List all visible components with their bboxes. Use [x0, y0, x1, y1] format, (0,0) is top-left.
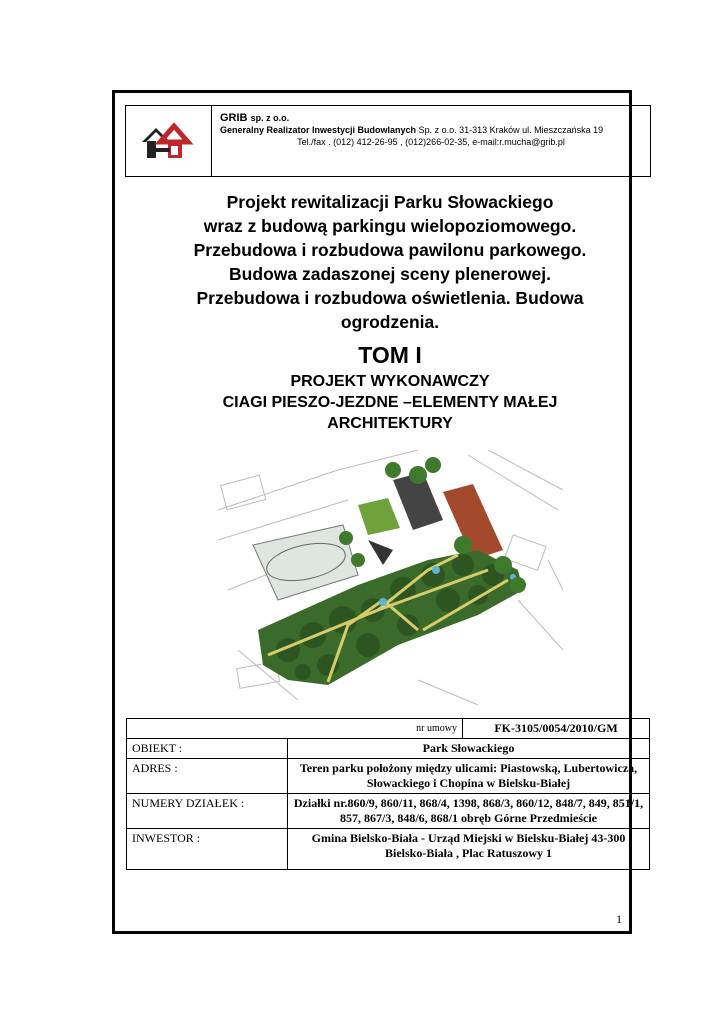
- row-value: Gmina Bielsko-Biała - Urząd Miejski w Bielsku-Białej 43-300 Bielsko-Biała , Plac Ratuszowy 1: [288, 829, 650, 870]
- title-line: Przebudowa i rozbudowa oświetlenia. Budowa: [196, 288, 584, 308]
- company-contact: Tel./fax . (012) 412-26-95 , (012)266-02-35, e-mail:r.mucha@grib.pl: [297, 137, 565, 147]
- title-line: Przebudowa i rozbudowa pawilonu parkowego.: [193, 240, 587, 260]
- subtitle-line: ARCHITEKTURY: [327, 415, 453, 432]
- volume-label: TOM I: [358, 342, 422, 368]
- subtitle-line: CIAGI PIESZO-JEZDNE –ELEMENTY MAŁEJ: [222, 394, 558, 411]
- company-address: Sp. z o.o. 31-313 Kraków ul. Mieszczańska 19: [418, 125, 604, 135]
- table-row: [127, 759, 650, 794]
- title-line: Budowa zadaszonej sceny plenerowej.: [229, 264, 551, 284]
- empty-cell: [127, 719, 288, 739]
- row-label: INWESTOR :: [127, 829, 288, 870]
- row-label: OBIEKT :: [127, 739, 288, 759]
- project-title: [140, 190, 640, 334]
- subtitle-line: PROJEKT WYKONAWCZY: [290, 373, 490, 390]
- company-name: Generalny Realizator Inwestycji Budowlanych: [220, 125, 417, 135]
- park-plan-image: [218, 450, 563, 705]
- brand-suffix: sp. z o.o.: [250, 113, 290, 123]
- company-header: [125, 105, 651, 177]
- row-label: NUMERY DZIAŁEK :: [127, 794, 288, 829]
- grib-logo: [126, 106, 212, 176]
- row-value: Teren parku położony między ulicami: Piastowską, Lubertowicza, Słowackiego i Chopina w Bielsku-Białej: [288, 759, 650, 794]
- contract-number-label: nr umowy: [288, 719, 463, 739]
- contract-number-value: FK-3105/0054/2010/GM: [463, 719, 650, 739]
- row-value: Działki nr.860/9, 860/11, 868/4, 1398, 868/3, 860/12, 848/7, 849, 851/1, 857, 867/3, 848/6, 868/1 obręb Górne Przedmieście: [288, 794, 650, 829]
- title-line: ogrodzenia.: [340, 312, 440, 332]
- project-info-table: [126, 718, 650, 870]
- table-row: [127, 829, 650, 870]
- brand-name: GRIB: [220, 112, 248, 124]
- title-line: wraz z budową parkingu wielopoziomowego.: [203, 216, 577, 236]
- row-value: Park Słowackiego: [288, 739, 650, 759]
- row-label: ADRES :: [127, 759, 288, 794]
- volume-subtitle: [130, 371, 650, 434]
- page-number: 1: [616, 912, 622, 926]
- table-row: [127, 794, 650, 829]
- table-row: [127, 739, 650, 759]
- title-line: Projekt rewitalizacji Parku Słowackiego: [226, 192, 554, 212]
